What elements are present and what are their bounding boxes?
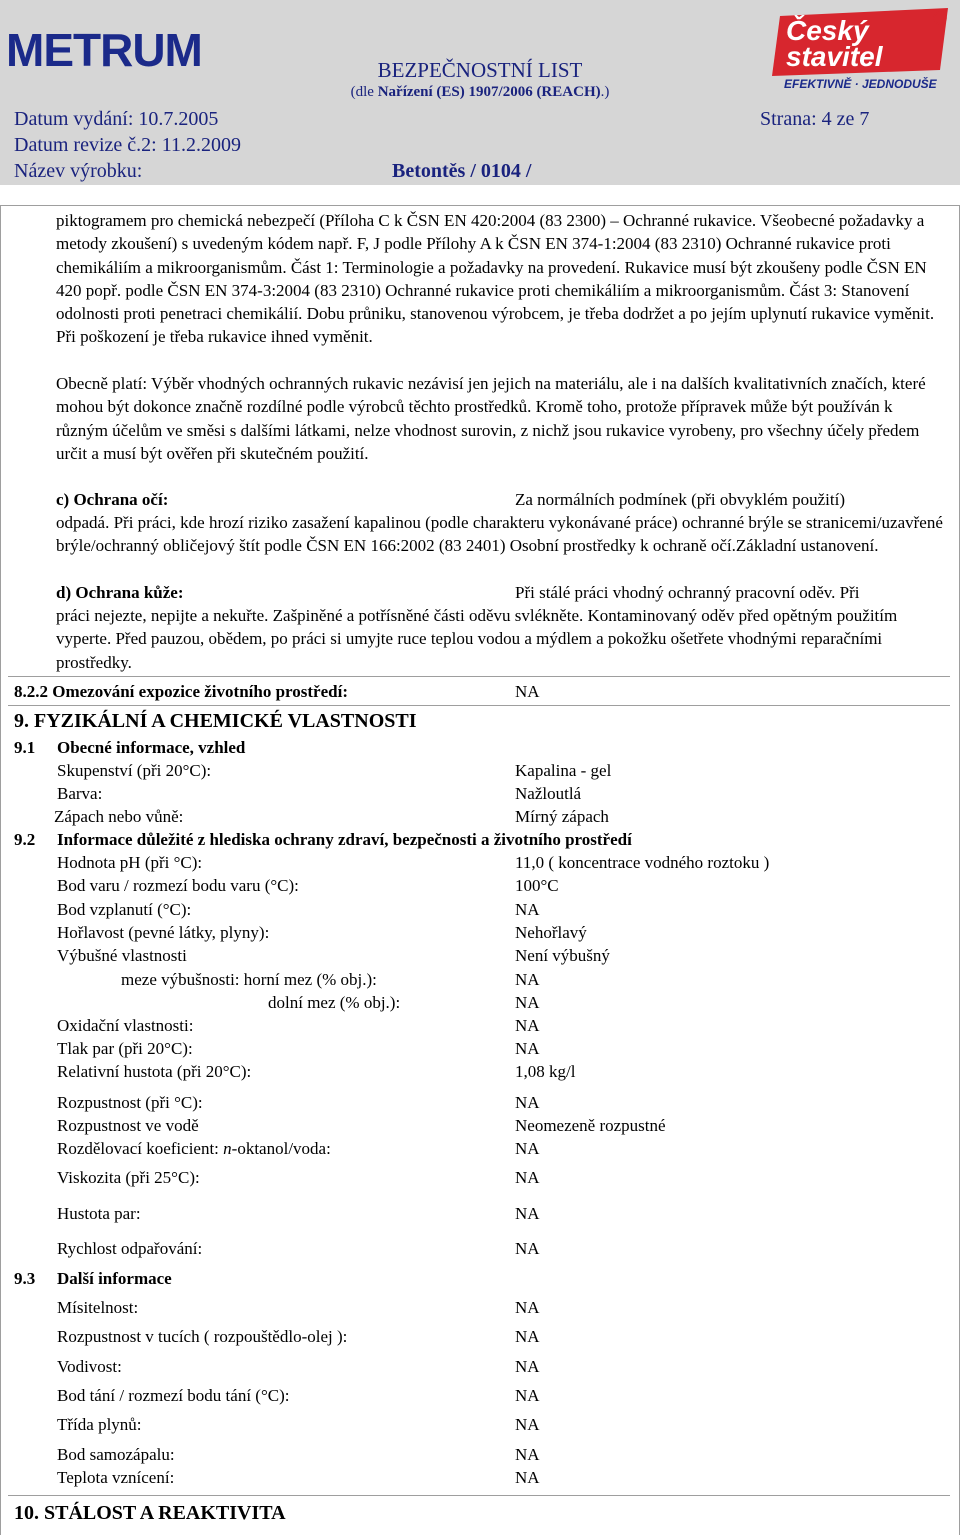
gloves-paragraph-1: piktogramem pro chemická nebezpečí (Příloha C k ČSN EN 420:2004 (83 2300) – Ochranné rukavice. Všeobecné požadavky a metody zkoušení) s uvedeným kódem např. F, J podle Přílohy A k ČSN EN 374-1:2004 (83 2310) Ochranné rukavice proti chemikáliím a mikroorganismům. Část 1: Terminologie a požadavky na provedení. Rukavice musí být zkoušeny podle ČSN EN 420 popř. podle ČSN EN 374-3:2004 (83 2310) Ochranné rukavice proti chemikáliím a mikroorganismům. Část 3: Stanovení odolnosti proti penetraci chemikálií. Dobu průniku, stanovenou výrobcem, je třeba dodržet a po jejím uplynutí rukavice vyměnit. Při poškození je třeba rukavice ihned vyměnit. xyxy=(56,211,935,347)
skin-protection-first-line: Při stálé práci vhodný ochranný pracovní oděv. Při xyxy=(515,583,860,602)
metrum-logo-text: METRUM xyxy=(6,24,202,74)
evaporation-rate-label: Rychlost odpařování: xyxy=(57,1239,203,1258)
eye-protection-text: odpadá. Při práci, kde hrozí riziko zasažení kapalinou (podle charakteru vykonávané práce) ochranné brýle se stranicemi/uzavřené brýle/ochranný obličejový štít podle ČSN EN 166:2002 (83 2401) Osobní prostředky k ochraně očí.Základní ustanovení. xyxy=(56,513,943,556)
section-9-2-title: Informace důležité z hlediska ochrany zdraví, bezpečnosti a životního prostředí xyxy=(57,830,632,849)
vapor-pressure-label: Tlak par (při 20°C): xyxy=(57,1039,193,1058)
viscosity-label: Viskozita (při 25°C): xyxy=(57,1168,200,1187)
explosive-value: Není výbušný xyxy=(515,946,610,965)
logo-tagline: EFEKTIVNĚ · JEDNODUŠE xyxy=(784,77,937,91)
gloves-paragraph-2: Obecně platí: Výběr vhodných ochranných rukavic nezávisí jen jejich na materiálu, ale i na dalších kvalitativních značích, které mohou být dokonce značně rozdílné podle výrobců těchto prostředků. Kromě toho, protože přípravek může být používán k různým účelům ve směsi s dalšími látkami, nelze vhodnost surovin, z nichž jsou rukavice vyrobeny, pro všechny účely předem určit a musí být ověřen při skutečném použití. xyxy=(56,374,926,463)
issue-date: Datum vydání: 10.7.2005 xyxy=(14,108,219,130)
autoignition-value: NA xyxy=(515,1445,540,1464)
gas-class-value: NA xyxy=(515,1415,540,1434)
metrum-logo xyxy=(6,24,206,79)
page-number: Strana: 4 ze 7 xyxy=(760,108,870,130)
solubility-label: Rozpustnost (při °C): xyxy=(57,1093,203,1112)
explosive-upper-value: NA xyxy=(515,970,540,989)
document-subtitle: (dle Nařízení (ES) 1907/2006 (REACH).) xyxy=(350,84,610,100)
ignition-temperature-label: Teplota vznícení: xyxy=(57,1468,175,1487)
eye-protection-label: c) Ochrana očí: xyxy=(56,490,169,509)
miscibility-label: Mísitelnost: xyxy=(57,1298,139,1317)
document-header xyxy=(0,0,960,185)
logo-line2: stavitel xyxy=(786,41,883,72)
ph-label: Hodnota pH (při °C): xyxy=(57,853,203,872)
section-9-1-number: 9.1 xyxy=(14,738,36,757)
explosive-upper-label: meze výbušnosti: horní mez (% obj.): xyxy=(121,970,377,989)
partition-coefficient-value: NA xyxy=(515,1139,540,1158)
section-9-3-number: 9.3 xyxy=(14,1269,36,1288)
state-value: Kapalina - gel xyxy=(515,761,612,780)
melting-point-value: NA xyxy=(515,1386,540,1405)
partition-coefficient-label: Rozdělovací koeficient: n-oktanol/voda: xyxy=(57,1139,331,1158)
divider xyxy=(8,705,950,706)
conductivity-value: NA xyxy=(515,1357,540,1376)
fat-solubility-value: NA xyxy=(515,1327,540,1346)
water-solubility-label: Rozpustnost ve vodě xyxy=(57,1116,199,1135)
ph-value: 11,0 ( koncentrace vodného roztoku ) xyxy=(515,853,770,872)
solubility-value: NA xyxy=(515,1093,540,1112)
vapor-density-label: Hustota par: xyxy=(57,1204,141,1223)
odor-value: Mírný zápach xyxy=(515,807,609,826)
flash-point-label: Bod vzplanutí (°C): xyxy=(57,900,192,919)
explosive-lower-label: dolní mez (% obj.): xyxy=(268,993,401,1012)
vapor-pressure-value: NA xyxy=(515,1039,540,1058)
autoignition-label: Bod samozápalu: xyxy=(57,1445,175,1464)
env-exposure-label: 8.2.2 Omezování expozice životního prostředí: xyxy=(14,682,348,701)
section-10-title: 10. STÁLOST A REAKTIVITA xyxy=(14,1502,286,1524)
density-value: 1,08 kg/l xyxy=(515,1062,576,1081)
skin-protection-label: d) Ochrana kůže: xyxy=(56,583,184,602)
density-label: Relativní hustota (při 20°C): xyxy=(57,1062,252,1081)
state-label: Skupenství (při 20°C): xyxy=(57,761,212,780)
product-name: Betontěs / 0104 / xyxy=(392,160,532,182)
ignition-temperature-value: NA xyxy=(515,1468,540,1487)
env-exposure-value: NA xyxy=(515,682,540,701)
melting-point-label: Bod tání / rozmezí bodu tání (°C): xyxy=(57,1386,290,1405)
oxidizing-label: Oxidační vlastnosti: xyxy=(57,1016,194,1035)
section-9-1-title: Obecné informace, vzhled xyxy=(57,738,246,757)
conductivity-label: Vodivost: xyxy=(57,1357,122,1376)
section-9-title: 9. FYZIKÁLNÍ A CHEMICKÉ VLASTNOSTI xyxy=(14,710,417,732)
divider xyxy=(8,1495,950,1496)
flammability-value: Nehořlavý xyxy=(515,923,587,942)
cesky-stavitel-logo xyxy=(772,6,952,97)
revision-date: Datum revize č.2: 11.2.2009 xyxy=(14,134,241,156)
miscibility-value: NA xyxy=(515,1298,540,1317)
divider xyxy=(8,676,950,677)
flash-point-value: NA xyxy=(515,900,540,919)
vapor-density-value: NA xyxy=(515,1204,540,1223)
section-9-2-number: 9.2 xyxy=(14,830,36,849)
document-title: BEZPEČNOSTNÍ LIST xyxy=(377,58,583,82)
fat-solubility-label: Rozpustnost v tucích ( rozpouštědlo-olej ): xyxy=(57,1327,348,1346)
color-value: Nažloutlá xyxy=(515,784,582,803)
section-9-3-title: Další informace xyxy=(57,1269,172,1288)
boiling-point-label: Bod varu / rozmezí bodu varu (°C): xyxy=(57,876,299,895)
eye-protection-first-line: Za normálních podmínek (při obvyklém použití) xyxy=(515,490,846,509)
product-label: Název výrobku: xyxy=(14,160,143,182)
evaporation-rate-value: NA xyxy=(515,1239,540,1258)
explosive-label: Výbušné vlastnosti xyxy=(57,946,187,965)
oxidizing-value: NA xyxy=(515,1016,540,1035)
skin-protection-text: práci nejezte, nepijte a nekuřte. Zašpiněné a potřísněné části oděvu svlékněte. Kontaminovaný oděv před opětným použitím vyperte. Před pauzou, obědem, po práci si umyjte ruce teplou vodou a mýdlem a pokožku ošetřete vhodnými reparačními prostředky. xyxy=(56,606,898,672)
logo-line1: Český xyxy=(786,15,869,46)
color-label: Barva: xyxy=(57,784,103,803)
water-solubility-value: Neomezeně rozpustné xyxy=(515,1116,666,1135)
viscosity-value: NA xyxy=(515,1168,540,1187)
odor-label: Zápach nebo vůně: xyxy=(54,807,184,826)
flammability-label: Hořlavost (pevné látky, plyny): xyxy=(57,923,270,942)
gas-class-label: Třída plynů: xyxy=(57,1415,142,1434)
boiling-point-value: 100°C xyxy=(515,876,559,895)
explosive-lower-value: NA xyxy=(515,993,540,1012)
